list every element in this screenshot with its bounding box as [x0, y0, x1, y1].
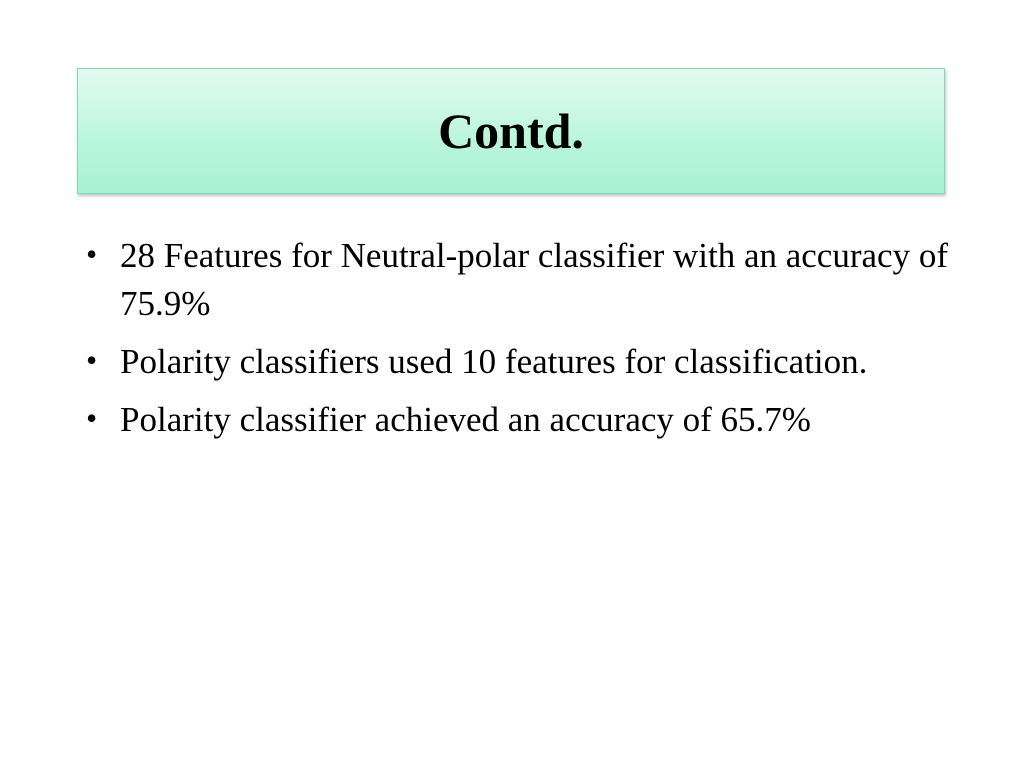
bullet-item — [86, 338, 966, 386]
bullet-icon: • — [86, 342, 98, 378]
title-box — [77, 68, 945, 194]
bullet-text: Polarity classifier achieved an accuracy of 65.7% — [120, 400, 811, 439]
slide-title: Contd. — [438, 103, 584, 159]
bullet-icon: • — [86, 400, 98, 436]
bullet-icon: • — [86, 236, 98, 272]
bullet-item — [86, 396, 966, 444]
bullet-list — [86, 232, 966, 454]
bullet-text: Polarity classifiers used 10 features for classification. — [120, 342, 868, 381]
bullet-item — [86, 232, 966, 328]
bullet-text: 28 Features for Neutral-polar classifier with an accuracy of 75.9% — [120, 236, 948, 323]
